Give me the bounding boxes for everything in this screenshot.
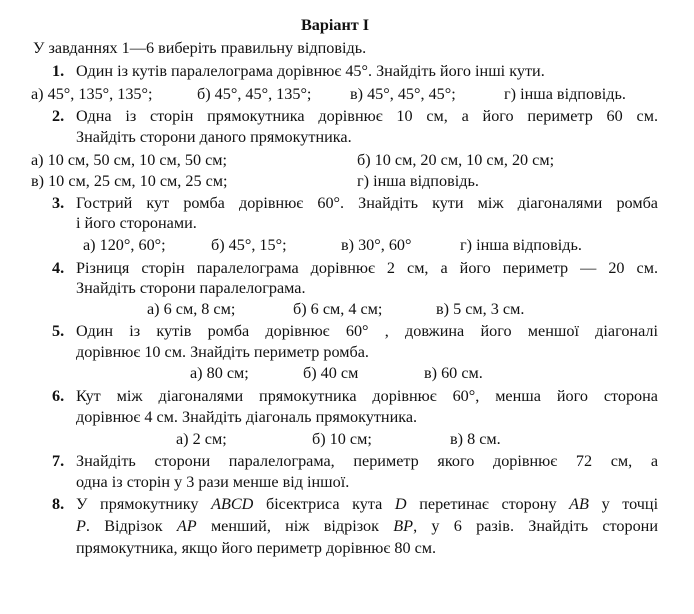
instructions: У завданнях 1—6 виберіть правильну відповідь. — [33, 39, 367, 57]
q7-text-line2: одна із сторін у 3 рази менше від іншої. — [76, 473, 350, 491]
q2-text-line2: Знайдіть сторони даного прямокутника. — [76, 128, 352, 146]
q3-text-line2: і його сторонами. — [76, 214, 197, 232]
q6-option-b: б) 10 см; — [312, 430, 372, 448]
q6-option-c: в) 8 см. — [450, 430, 501, 448]
q6-text-line1: Кут між діагоналями прямокутника дорівнює 60°, менша його сторона — [76, 387, 658, 405]
q8-number: 8. — [52, 495, 65, 513]
q7-number: 7. — [52, 452, 65, 470]
q3-option-c: в) 30°, 60° — [341, 236, 412, 254]
q7-text-line1: Знайдіть сторони паралелограма, периметр якого дорівнює 72 см, а — [76, 452, 658, 470]
q1-number: 1. — [52, 62, 65, 80]
q1-option-b: б) 45°, 45°, 135°; — [197, 85, 312, 103]
q6-text-line2: дорівнює 4 см. Знайдіть діагональ прямокутника. — [76, 408, 418, 426]
q3-text-line1: Гострий кут ромба дорівнює 60°. Знайдіть кути між діагоналями ромба — [76, 194, 658, 212]
q2-option-b: б) 10 см, 20 см, 10 см, 20 см; — [357, 151, 555, 169]
q3-option-a: а) 120°, 60°; — [83, 236, 166, 254]
q2-option-a: а) 10 см, 50 см, 10 см, 50 см; — [31, 151, 228, 169]
q4-text-line2: Знайдіть сторони паралелограма. — [76, 279, 306, 297]
q1-text: Один із кутів паралелограма дорівнює 45°. Знайдіть його інші кути. — [76, 62, 545, 80]
q5-option-b: б) 40 см — [303, 364, 359, 382]
q2-option-d: г) інша відповідь. — [357, 172, 479, 190]
q2-text-line1: Одна із сторін прямокутника дорівнює 10 см, а його периметр 60 см. — [76, 107, 658, 125]
q6-number: 6. — [52, 387, 65, 405]
q4-option-b: б) 6 см, 4 см; — [293, 300, 383, 318]
q5-number: 5. — [52, 322, 65, 340]
q3-option-b: б) 45°, 15°; — [211, 236, 287, 254]
q2-number: 2. — [52, 107, 65, 125]
q3-number: 3. — [52, 194, 65, 212]
q5-option-c: в) 60 см. — [424, 364, 483, 382]
q4-number: 4. — [52, 259, 65, 277]
q1-option-d: г) інша відповідь. — [504, 85, 626, 103]
q3-option-d: г) інша відповідь. — [460, 236, 582, 254]
q4-text-line1: Різниця сторін паралелограма дорівнює 2 см, а його периметр — 20 см. — [76, 259, 658, 277]
q4-option-c: в) 5 см, 3 см. — [436, 300, 525, 318]
q6-option-a: а) 2 см; — [176, 430, 227, 448]
page-title: Варіант I — [301, 16, 370, 34]
q8-text-line1: У прямокутнику ABCD бісектриса кута D перетинає сторону AB у точці — [76, 495, 659, 513]
q8-text-line3: прямокутника, якщо його периметр дорівнює 80 см. — [76, 539, 437, 557]
q1-option-a: а) 45°, 135°, 135°; — [31, 85, 153, 103]
q8-text-line2: P. Відрізок AP менший, ніж відрізок BP, у 6 разів. Знайдіть сторони — [76, 517, 659, 535]
q4-option-a: а) 6 см, 8 см; — [147, 300, 236, 318]
q5-text-line2: дорівнює 10 см. Знайдіть периметр ромба. — [76, 343, 369, 361]
q5-text-line1: Один із кутів ромба дорівнює 60° , довжина його меншої діагоналі — [76, 322, 658, 340]
q1-option-c: в) 45°, 45°, 45°; — [350, 85, 456, 103]
q2-option-c: в) 10 см, 25 см, 10 см, 25 см; — [31, 172, 228, 190]
q5-option-a: а) 80 см; — [190, 364, 249, 382]
